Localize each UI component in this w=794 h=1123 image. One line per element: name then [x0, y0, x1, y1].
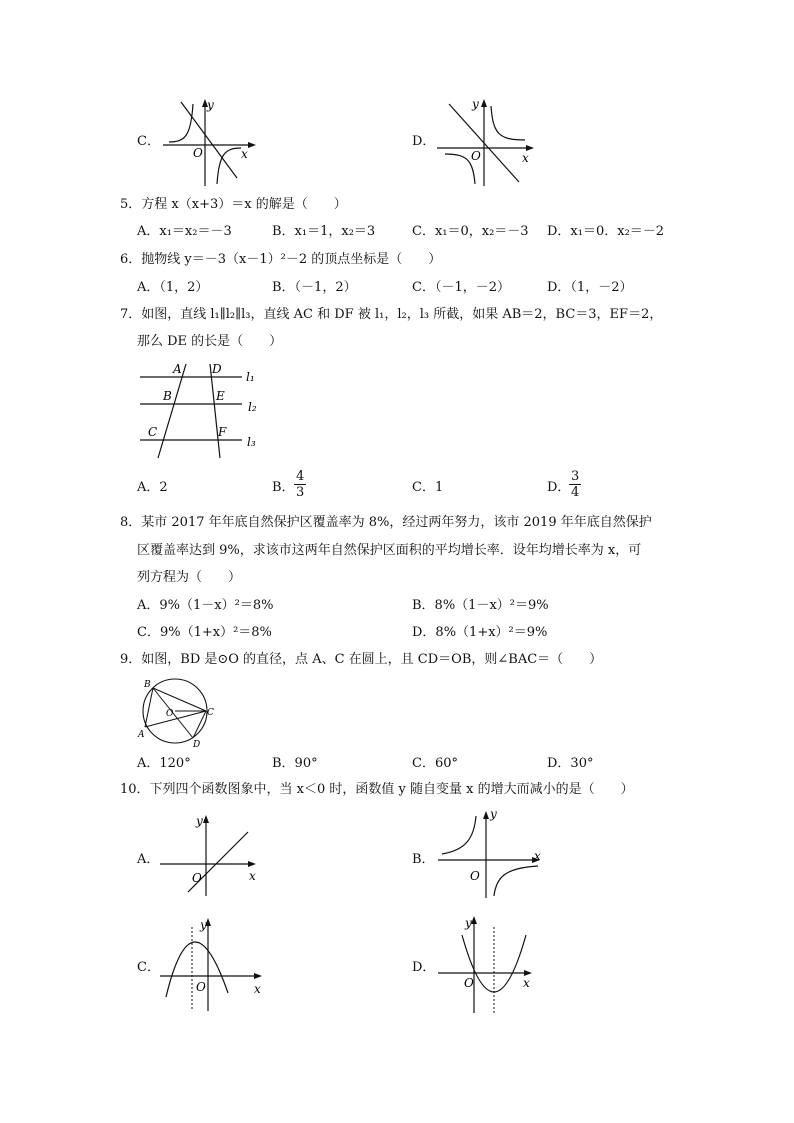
point-b-label: B: [144, 680, 151, 690]
q9-option-c: C．60°: [412, 756, 458, 771]
q4-option-c-label: C．: [137, 134, 160, 149]
center-o-label: O: [166, 709, 174, 719]
q10-graph-d: [438, 913, 538, 1015]
point-c-label: C: [148, 425, 158, 439]
point-d-label: D: [193, 740, 201, 750]
q9-option-a: A．120°: [137, 756, 191, 771]
q6-option-b: B．（－1，2）: [272, 280, 357, 295]
q6-option-a: A．（1，2）: [137, 280, 209, 295]
q4-graph-c: [163, 96, 258, 186]
q6-option-c: C．（－1，－2）: [412, 280, 510, 295]
q6-option-d: D．（1，－2）: [547, 280, 633, 295]
origin-label: O: [470, 869, 480, 883]
q8-option-c: C．9%（1+x）²＝8%: [137, 625, 272, 640]
q8-option-a: A．9%（1－x）²＝8%: [137, 598, 274, 613]
q10-option-b-label: B．: [412, 852, 435, 867]
q7-option-d-fraction: [569, 469, 581, 500]
fraction-denominator: 3: [296, 485, 305, 500]
q6-stem: 6．抛物线 y＝－3（x－1）²－2 的顶点坐标是（ ）: [120, 252, 442, 267]
q9-circle-figure: [138, 678, 216, 748]
q5-stem: 5．方程 x（x+3）＝x 的解是（ ）: [120, 197, 347, 212]
line-l3-label: l₃: [247, 435, 256, 449]
y-axis-label: y: [465, 916, 472, 930]
q7-parallel-lines-figure: [138, 360, 268, 460]
x-axis-label: x: [241, 147, 248, 161]
origin-label: O: [192, 871, 202, 885]
q7-stem-line2: 那么 DE 的长是（ ）: [137, 334, 283, 349]
point-c-label: C: [207, 708, 214, 718]
q9-option-d: D．30°: [547, 756, 594, 771]
q10-option-c-label: C．: [137, 960, 160, 975]
x-axis-label: x: [249, 869, 256, 883]
y-axis-label: y: [200, 918, 207, 932]
q10-stem: 10．下列四个函数图象中，当 x＜0 时，函数值 y 随自变量 x 的增大而减小的是（ ）: [120, 782, 634, 797]
fraction-numerator: 3: [571, 469, 580, 484]
q4-graph-d: [437, 96, 537, 186]
origin-label: O: [193, 146, 203, 160]
q10-graph-a: [160, 812, 260, 896]
origin-label: O: [464, 976, 474, 990]
q10-option-d-label: D．: [412, 960, 436, 975]
y-axis-label: y: [472, 97, 479, 111]
fraction-denominator: 4: [571, 485, 580, 500]
origin-label: O: [196, 980, 206, 994]
point-a-label: A: [138, 730, 145, 740]
point-e-label: E: [216, 389, 225, 403]
x-axis-label: x: [254, 982, 261, 996]
q8-stem-line2: 区覆盖率达到 9%，求该市这两年自然保护区面积的平均增长率．设年均增长率为 x，可: [137, 543, 642, 558]
line-l1-label: l₁: [246, 370, 255, 384]
q7-option-d-prefix: D．: [547, 480, 571, 495]
point-b-label: B: [163, 389, 172, 403]
q7-option-c: C．1: [412, 480, 444, 495]
q5-option-a: A．x₁＝x₂＝－3: [137, 224, 232, 239]
q7-option-b-prefix: B．: [272, 480, 295, 495]
q10-graph-b: [438, 808, 548, 900]
q9-stem: 9．如图，BD 是⊙O 的直径，点 A、C 在圆上，且 CD＝OB，则∠BAC＝（ ）: [120, 652, 603, 667]
line-l2-label: l₂: [248, 400, 257, 414]
q10-option-a-label: A．: [137, 852, 160, 867]
point-a-label: A: [173, 362, 182, 376]
origin-label: O: [471, 149, 481, 163]
q7-stem-line1: 7．如图，直线 l₁∥l₂∥l₃，直线 AC 和 DF 被 l₁，l₂，l₃ 所截，如果 AB＝2，BC＝3，EF＝2，: [120, 307, 663, 322]
q7-option-a: A．2: [137, 480, 168, 495]
q5-option-b: B．x₁＝1，x₂＝3: [272, 224, 376, 239]
y-axis-label: y: [196, 814, 203, 828]
q10-graph-c: [160, 915, 265, 1013]
q8-stem-line1: 8．某市 2017 年年底自然保护区覆盖率为 8%，经过两年努力，该市 2019 年年底自然保护: [120, 515, 652, 530]
q5-option-c: C．x₁＝0，x₂＝－3: [412, 224, 529, 239]
x-axis-label: x: [534, 849, 541, 863]
q4-option-d-label: D．: [412, 134, 436, 149]
q9-option-b: B．90°: [272, 756, 318, 771]
x-axis-label: x: [523, 976, 530, 990]
y-axis-label: y: [490, 807, 497, 821]
q8-stem-line3: 列方程为（ ）: [137, 570, 242, 585]
q8-option-b: B．8%（1－x）²＝9%: [412, 598, 549, 613]
y-axis-label: y: [207, 98, 214, 112]
q7-option-b-fraction: [294, 469, 306, 500]
q8-option-d: D．8%（1+x）²＝9%: [412, 625, 548, 640]
point-d-label: D: [212, 362, 222, 376]
q5-option-d: D．x₁＝0．x₂＝－2: [547, 224, 665, 239]
x-axis-label: x: [522, 151, 529, 165]
fraction-numerator: 4: [296, 469, 305, 484]
point-f-label: F: [218, 425, 227, 439]
